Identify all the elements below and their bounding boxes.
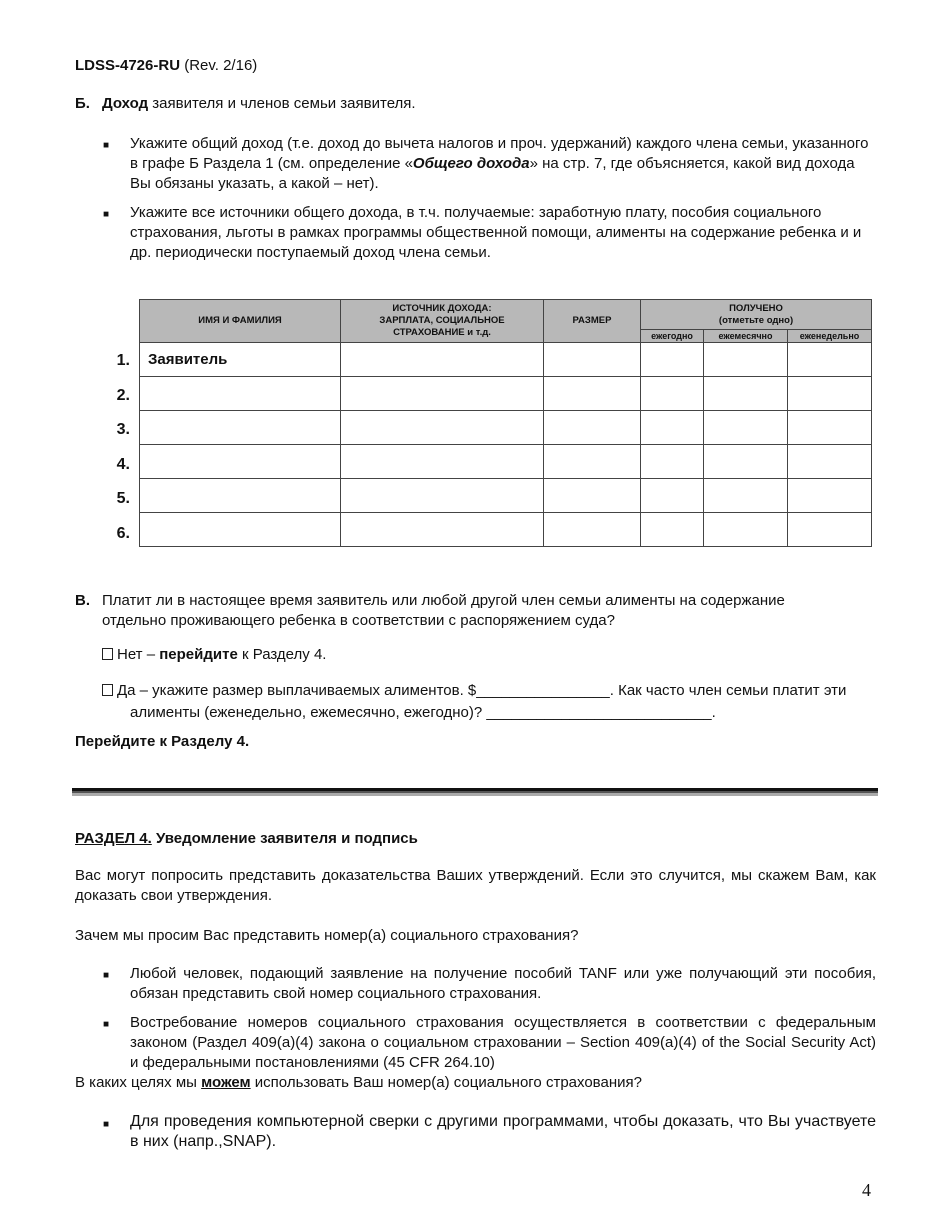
amount-cell[interactable] (544, 445, 641, 479)
row-number: 5. (116, 490, 130, 507)
received-note: (отметьте одно) (718, 314, 794, 326)
table-row (140, 513, 872, 547)
name-cell[interactable] (140, 377, 341, 411)
row-number: 3. (116, 421, 130, 438)
bullet-icon: ■ (103, 1119, 110, 1130)
section-4-question-1: Зачем мы просим Вас представить номер(а) социального страхования? (75, 927, 579, 944)
row-number: 1. (116, 352, 130, 369)
section-4-para-1: Вас могут попросить представить доказательства Ваших утверждений. Если это случится, мы скажем Вам, как доказать свои утверждения. (75, 867, 876, 904)
col-header-amount: РАЗМЕР (544, 300, 641, 343)
section-b-title-bold: Доход (102, 95, 149, 112)
col-header-weekly: еженедельно (788, 330, 872, 343)
yearly-cell[interactable] (641, 513, 704, 547)
section-v-letter: В. (75, 592, 90, 609)
table-row (140, 411, 872, 445)
bullet-1-text-a: Укажите общий доход (т.е. доход до вычета налогов и проч. удержаний) каждого члена семьи, указанного в графе Б Раздела 1 (см. определение « (130, 135, 869, 172)
weekly-cell[interactable] (788, 445, 872, 479)
option-yes-line-1: Да – укажите размер выплачиваемых алиментов. $________________. Как часто член семьи платит эти (117, 682, 847, 699)
form-header (75, 56, 257, 76)
amount-cell[interactable] (544, 513, 641, 547)
source-cell[interactable] (341, 411, 544, 445)
section-b-letter: Б. (75, 95, 90, 112)
monthly-cell[interactable] (704, 411, 788, 445)
option-no-rest: к Разделу 4. (237, 646, 327, 663)
row-number: 2. (116, 386, 130, 404)
weekly-cell[interactable] (788, 411, 872, 445)
source-cell[interactable] (341, 479, 544, 513)
name-cell[interactable] (140, 445, 341, 479)
source-cell[interactable] (341, 513, 544, 547)
col-header-yearly: ежегодно (641, 330, 704, 343)
option-yes (102, 681, 846, 701)
monthly-cell[interactable] (704, 377, 788, 411)
table-row (140, 343, 872, 377)
section-divider (72, 788, 878, 796)
option-no-prefix: Нет – (117, 646, 160, 663)
section-4-label: РАЗДЕЛ 4. (75, 830, 152, 847)
yearly-cell[interactable] (641, 411, 704, 445)
section-b-bullet-1 (130, 134, 876, 194)
amount-cell[interactable] (544, 377, 641, 411)
option-no-bold: перейдите (159, 646, 238, 663)
row-number: 6. (116, 524, 130, 542)
col-header-source: ИСТОЧНИК ДОХОДА: ЗАРПЛАТА, СОЦИАЛЬНОЕ СТРАХОВАНИЕ и т.д. (341, 300, 544, 343)
form-id: LDSS-4726-RU (75, 57, 181, 74)
col-header-received (641, 300, 872, 330)
yearly-cell[interactable] (641, 479, 704, 513)
received-label: ПОЛУЧЕНО (729, 302, 783, 314)
section-b-title (102, 94, 416, 114)
source-cell[interactable] (341, 445, 544, 479)
table-row (140, 479, 872, 513)
question-2-a: В каких целях мы (75, 1074, 202, 1091)
table-row (140, 377, 872, 411)
weekly-cell[interactable] (788, 479, 872, 513)
yes-checkbox[interactable] (102, 684, 113, 696)
form-revision: (Rev. 2/16) (180, 57, 258, 74)
source-cell[interactable] (341, 343, 544, 377)
no-checkbox[interactable] (102, 648, 113, 660)
section-v-question: Платит ли в настоящее время заявитель или любой другой член семьи алименты на содержание отдельно проживающего ребенка в соответствии с распоряжением суда? (102, 592, 785, 629)
bullet-1-emphasis: Общего дохода (412, 155, 530, 172)
name-cell[interactable] (140, 513, 341, 547)
col-header-name: ИМЯ И ФАМИЛИЯ (140, 300, 341, 343)
row-number: 4. (116, 455, 130, 473)
amount-cell[interactable] (544, 343, 641, 377)
bullet-icon: ■ (103, 970, 110, 981)
weekly-cell[interactable] (788, 513, 872, 547)
bullet-1-text-b: » на стр. 7, где объясняется, какой вид дохода Вы обязаны указать, а какой – нет). (130, 155, 855, 192)
monthly-cell[interactable] (704, 343, 788, 377)
weekly-cell[interactable] (788, 377, 872, 411)
yearly-cell[interactable] (641, 377, 704, 411)
section-4-bullet-3: Для проведения компьютерной сверки с другими программами, чтобы доказать, что Вы участвуете в них (напр.,SNAP). (130, 1113, 876, 1150)
section-4-title: Уведомление заявителя и подпись (151, 830, 418, 847)
page-number: 4 (862, 1180, 871, 1200)
section-4-heading (75, 829, 418, 849)
income-table (139, 299, 872, 547)
name-cell[interactable]: Заявитель (140, 343, 341, 377)
question-2-emphasis: можем (201, 1074, 251, 1091)
section-4-bullet-2: Востребование номеров социального страхования осуществляется в соответствии с федеральным законом (Раздел 409(a)(4) закона о социальном страховании – Section 409(a)(4) of the Social Security Act) и федеральными постановлениями (45 CFR 264.10) (130, 1014, 876, 1071)
table-row (140, 445, 872, 479)
monthly-cell[interactable] (704, 479, 788, 513)
yearly-cell[interactable] (641, 445, 704, 479)
question-2-c: использовать Ваш номер(а) социального страхования? (250, 1074, 642, 1091)
source-cell[interactable] (341, 377, 544, 411)
name-cell[interactable] (140, 411, 341, 445)
bullet-icon: ■ (103, 140, 110, 151)
goto-section-4: Перейдите к Разделу 4. (75, 733, 250, 750)
name-cell[interactable] (140, 479, 341, 513)
monthly-cell[interactable] (704, 513, 788, 547)
bullet-icon: ■ (103, 1019, 110, 1030)
option-no (102, 645, 326, 665)
weekly-cell[interactable] (788, 343, 872, 377)
section-4-bullet-1: Любой человек, подающий заявление на получение пособий TANF или уже получающий эти пособия, обязан представить свой номер социального страхования. (130, 965, 876, 1002)
yearly-cell[interactable] (641, 343, 704, 377)
section-b-title-rest: заявителя и членов семьи заявителя. (148, 95, 416, 112)
option-yes-line-2: алименты (еженедельно, ежемесячно, ежегодно)? ___________________________. (130, 704, 716, 721)
monthly-cell[interactable] (704, 445, 788, 479)
bullet-icon: ■ (103, 209, 110, 220)
amount-cell[interactable] (544, 411, 641, 445)
amount-cell[interactable] (544, 479, 641, 513)
section-b-bullet-2: Укажите все источники общего дохода, в т.ч. получаемые: заработную плату, пособия социального страхования, льготы в рамках программы общественной помощи, алименты на содержание ребенка и и др. периодически поступаемый доход члена семьи. (130, 204, 862, 261)
section-4-question-2 (75, 1073, 642, 1093)
col-header-monthly: ежемесячно (704, 330, 788, 343)
